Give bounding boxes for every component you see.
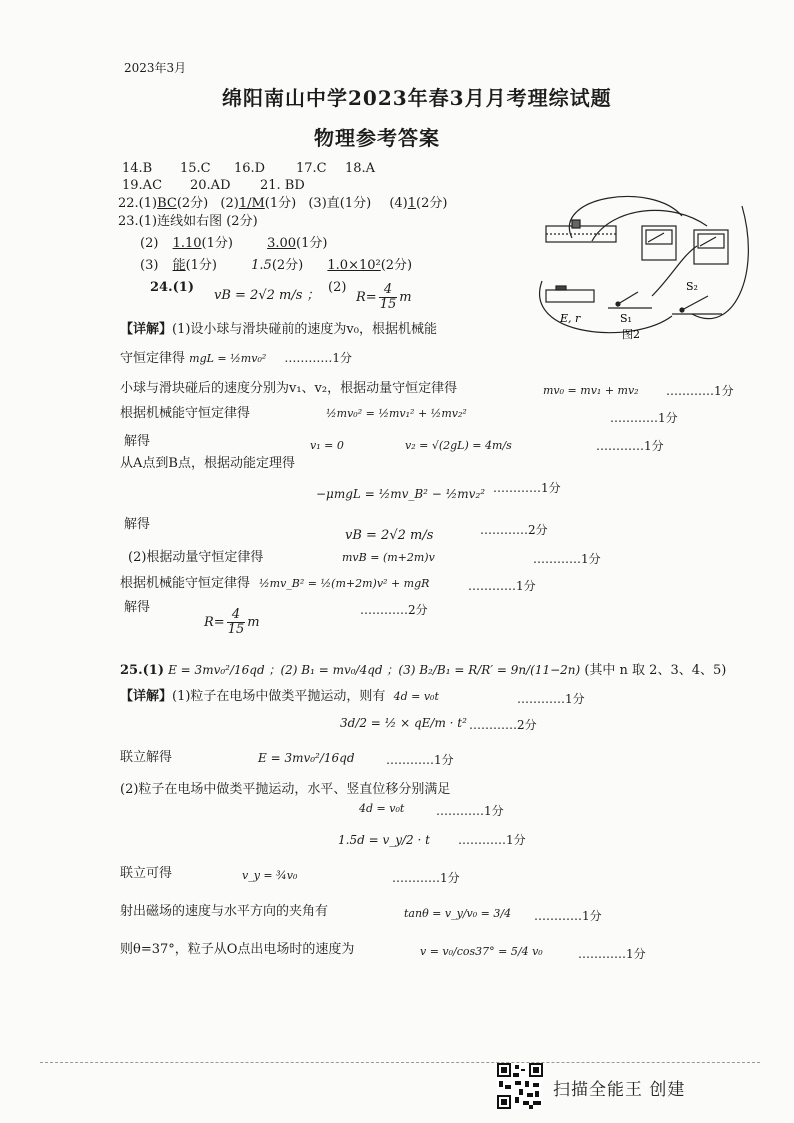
answer-17: 17.C xyxy=(296,161,327,176)
q25-detail-6-eq: v_y = ¾v₀ xyxy=(242,869,298,882)
q24-detail-6-score: …………1分 xyxy=(493,481,561,495)
q25-detail-1-score: …………1分 xyxy=(517,692,585,706)
q24-detail-4-eq: ½mv₀² = ½mv₁² + ½mv₂² xyxy=(326,407,467,420)
circuit-figure xyxy=(532,186,752,346)
answer-15: 15.C xyxy=(180,161,211,176)
q25-detail-4: (2)粒子在电场中做类平抛运动，水平、竖直位移分别满足 xyxy=(120,782,451,797)
answer-18: 18.A xyxy=(345,161,376,176)
q24-detail-5: 解得 xyxy=(124,434,151,449)
q23-line1: 23.(1)连线如右图 (2分) xyxy=(118,214,258,229)
q25-detail-5-eq: 1.5d = v_y/2 · t xyxy=(338,833,430,847)
q24-detail-10: 解得 xyxy=(124,600,151,615)
q25-detail-3: 联立解得 xyxy=(120,750,173,765)
q25-detail-3-eq: E = 3mv₀²/16qd xyxy=(258,751,355,765)
q24-detail-5-score: …………1分 xyxy=(596,439,664,453)
q24-detail-7-score: …………2分 xyxy=(480,523,548,537)
q24-ans1: vB = 2√2 m/s ； xyxy=(214,288,320,303)
q24-detail-6: 从A点到B点，根据动能定理得 xyxy=(120,456,295,471)
page-title: 绵阳南山中学2023年春3月月考理综试题 xyxy=(222,86,612,110)
q25-detail-4-score: …………1分 xyxy=(436,804,504,818)
qr-code-icon xyxy=(497,1063,543,1109)
q25-detail-8-score: …………1分 xyxy=(578,947,646,961)
q24-detail-3-eq: mv₀ = mv₁ + mv₂ xyxy=(543,384,639,397)
scanner-watermark: 扫描全能王 创建 xyxy=(553,1080,686,1100)
label-er: E, r xyxy=(560,312,581,325)
q23-line2: (2) 1.10(1分) 3.00(1分) xyxy=(140,236,328,251)
q25-detail-7: 射出磁场的速度与水平方向的夹角有 xyxy=(120,904,329,919)
q25-detail-2-eq: 3d/2 = ½ × qE/m · t² xyxy=(340,716,467,730)
q24-detail-3: 小球与滑块碰后的速度分别为v₁、v₂，根据动量守恒定律得 xyxy=(120,381,458,396)
q25-detail-6: 联立可得 xyxy=(120,866,173,881)
q25-detail-5-score: …………1分 xyxy=(458,833,526,847)
q22-line: 22.(1)BC(2分) (2)1/M(1分) (3)直(1分) (4)1(2分) xyxy=(118,196,448,211)
q24-detail-1: 【详解】(1)设小球与滑块碰前的速度为v₀，根据机械能 xyxy=(120,322,437,337)
q24-detail-6-eq: −μmgL = ½mv_B² − ½mv₂² xyxy=(316,487,486,501)
q24-detail-8-score: …………1分 xyxy=(533,552,601,566)
q24-detail-3-score: …………1分 xyxy=(666,384,734,398)
answer-19: 19.AC xyxy=(122,178,163,193)
q24-detail-7-eq: vB = 2√2 m/s xyxy=(345,528,434,543)
q25-detail-4-eq: 4d = v₀t xyxy=(359,802,405,815)
q24-ans2: R= $\frac{4}{15}$ m xyxy=(356,282,412,312)
label-s2: S₂ xyxy=(686,280,698,293)
label-s1: S₁ xyxy=(620,312,632,325)
q24-detail-9: 根据机械能守恒定律得 xyxy=(120,576,251,591)
footer-divider xyxy=(40,1062,760,1063)
q25-detail-3-score: …………1分 xyxy=(386,753,454,767)
answer-16: 16.D xyxy=(234,161,266,176)
answer-20: 20.AD xyxy=(190,178,231,193)
q24-p2: (2) xyxy=(328,280,347,295)
q24-detail-4-score: …………1分 xyxy=(610,411,678,425)
q24-detail-7: 解得 xyxy=(124,517,151,532)
q24-detail-8-eq: mvB = (m+2m)v xyxy=(342,551,435,564)
page-subtitle: 物理参考答案 xyxy=(314,126,440,150)
q24-detail-10-score: …………2分 xyxy=(360,603,428,617)
q24-detail-8: (2)根据动量守恒定律得 xyxy=(128,550,264,565)
q25-detail-7-score: …………1分 xyxy=(534,909,602,923)
q23-line3: (3) 能(1分) 1.5(2分) 1.0×10²(2分) xyxy=(140,258,413,273)
q24-detail-9-score: …………1分 xyxy=(468,579,536,593)
answer-14: 14.B xyxy=(122,161,153,176)
answer-21: 21. BD xyxy=(260,178,305,193)
q25-detail-2-score: …………2分 xyxy=(469,718,537,732)
q25-detail-8: 则θ=37°，粒子从O点出电场时的速度为 xyxy=(120,942,355,957)
q24-head: 24.(1) xyxy=(150,280,194,295)
date-label: 2023年3月 xyxy=(124,61,187,75)
q24-detail-5-eq1: v₁ = 0 xyxy=(310,439,344,452)
q25-detail-7-eq: tanθ = v_y/v₀ = 3/4 xyxy=(404,907,512,920)
q24-detail-10-eq: R= $\frac{4}{15}$ m xyxy=(204,607,260,637)
figure-caption: 图2 xyxy=(622,328,640,341)
q24-detail-5-eq2: v₂ = √(2gL) = 4m/s xyxy=(405,439,512,452)
q25-detail-1: 【详解】(1)粒子在电场中做类平抛运动，则有 4d = v₀t xyxy=(120,689,439,704)
q24-detail-2: 守恒定律得 mgL = ½mv₀² …………1分 xyxy=(120,351,353,366)
q25-detail-6-score: …………1分 xyxy=(392,871,460,885)
q25-detail-8-eq: v = v₀/cos37° = 5/4 v₀ xyxy=(420,945,543,958)
q25-answer: 25.(1) E = 3mv₀²/16qd ；(2) B₁ = mv₀/4qd ；(3) B₂/B₁ = R/R′ = 9n/(11−2n) (其中 n 取 2、3、4、5) xyxy=(120,663,727,678)
q24-detail-9-eq: ½mv_B² = ½(m+2m)v² + mgR xyxy=(259,577,430,590)
q24-detail-4: 根据机械能守恒定律得 xyxy=(120,406,251,421)
